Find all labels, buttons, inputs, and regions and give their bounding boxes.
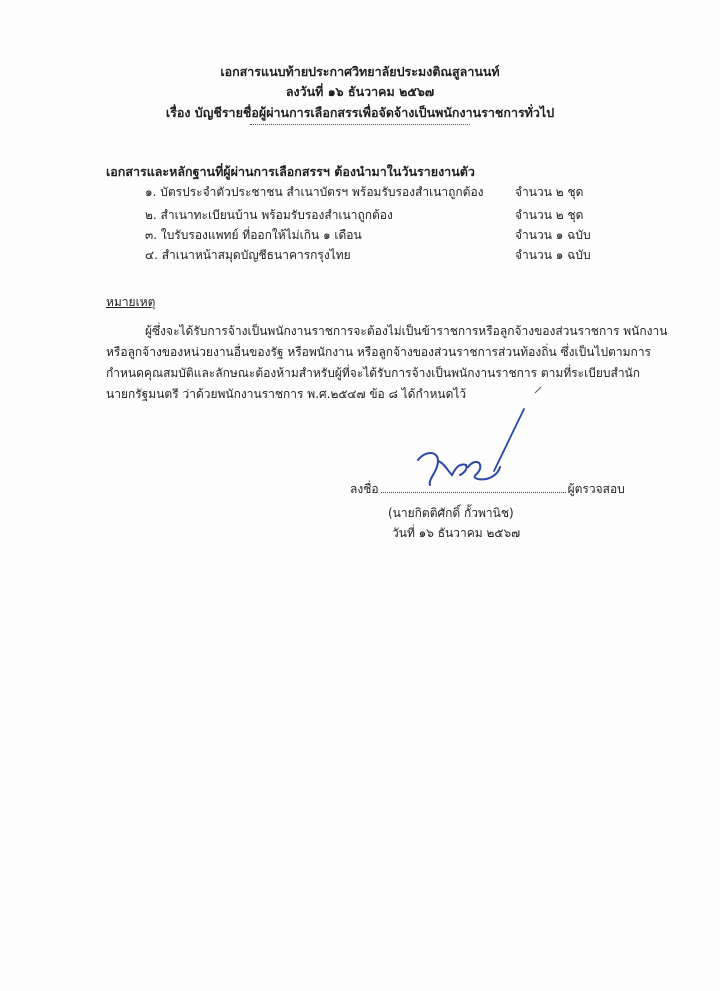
- document-item-qty: จำนวน ๑ ฉบับ: [515, 228, 591, 242]
- document-item-name: ๔. สำเนาหน้าสมุดบัญชีธนาคารกรุงไทย: [145, 248, 351, 262]
- sign-prefix: ลงชื่อ: [350, 482, 379, 496]
- document-item: [145, 226, 605, 246]
- signer-name: (นายกิตติศักดิ์ กั้วพานิช): [388, 506, 514, 520]
- header-date: ลงวันที่ ๑๖ ธันวาคม ๒๕๖๗: [285, 84, 435, 99]
- header-subject: เรื่อง บัญชีรายชื่อผู้ผ่านการเลือกสรรเพื่อจัดจ้างเป็นพนักงานราชการทั่วไป: [165, 105, 555, 120]
- handwritten-signature: [408, 405, 538, 490]
- note-line: หรือลูกจ้างของหน่วยงานอื่นของรัฐ หรือพนักงาน หรือลูกจ้างของส่วนราชการส่วนท้องถิ่น ซึ่งเป็นไปตามการ: [106, 345, 651, 359]
- note-title: หมายเหตุ: [106, 295, 156, 309]
- header-title: เอกสารแนบท้ายประกาศวิทยาลัยประมงติณสูลานนท์: [220, 64, 500, 79]
- document-item-qty: จำนวน ๑ ฉบับ: [515, 248, 591, 262]
- sign-role: ผู้ตรวจสอบ: [567, 482, 625, 496]
- documents-title: เอกสารและหลักฐานที่ผู้ผ่านการเลือกสรรฯ ต้องนำมาในวันรายงานตัว: [106, 164, 475, 179]
- signature-date: วันที่ ๑๖ ธันวาคม ๒๕๖๗: [392, 526, 521, 540]
- note-line: นายกรัฐมนตรี ว่าด้วยพนักงานราชการ พ.ศ.๒๕๔๗ ข้อ ๘ ได้กำหนดไว้: [106, 387, 467, 401]
- document-item: [145, 206, 605, 226]
- note-line: กำหนดคุณสมบัติและลักษณะต้องห้ามสำหรับผู้ที่จะได้รับการจ้างเป็นพนักงานราชการ ตามที่ระเบียบสำนัก: [106, 366, 641, 380]
- document-item-name: ๒. สำเนาทะเบียนบ้าน พร้อมรับรองสำเนาถูกต้อง: [145, 208, 393, 222]
- stray-pen-mark: [534, 386, 542, 394]
- document-item: [145, 246, 605, 266]
- document-item-qty: จำนวน ๒ ชุด: [515, 185, 584, 199]
- document-item-name: ๓. ใบรับรองแพทย์ ที่ออกให้ไม่เกิน ๑ เดือน: [145, 228, 362, 242]
- signature-dots: [381, 492, 566, 493]
- header-divider: [250, 124, 470, 125]
- note-line: ผู้ซึ่งจะได้รับการจ้างเป็นพนักงานราชการจะต้องไม่เป็นข้าราชการหรือลูกจ้างของส่วนราชการ พนักงาน: [145, 324, 668, 338]
- document-item-qty: จำนวน ๒ ชุด: [515, 208, 584, 222]
- document-item-name: ๑. บัตรประจำตัวประชาชน สำเนาบัตรฯ พร้อมรับรองสำเนาถูกต้อง: [145, 185, 484, 199]
- signature-line: [350, 480, 625, 499]
- document-item: [145, 183, 605, 203]
